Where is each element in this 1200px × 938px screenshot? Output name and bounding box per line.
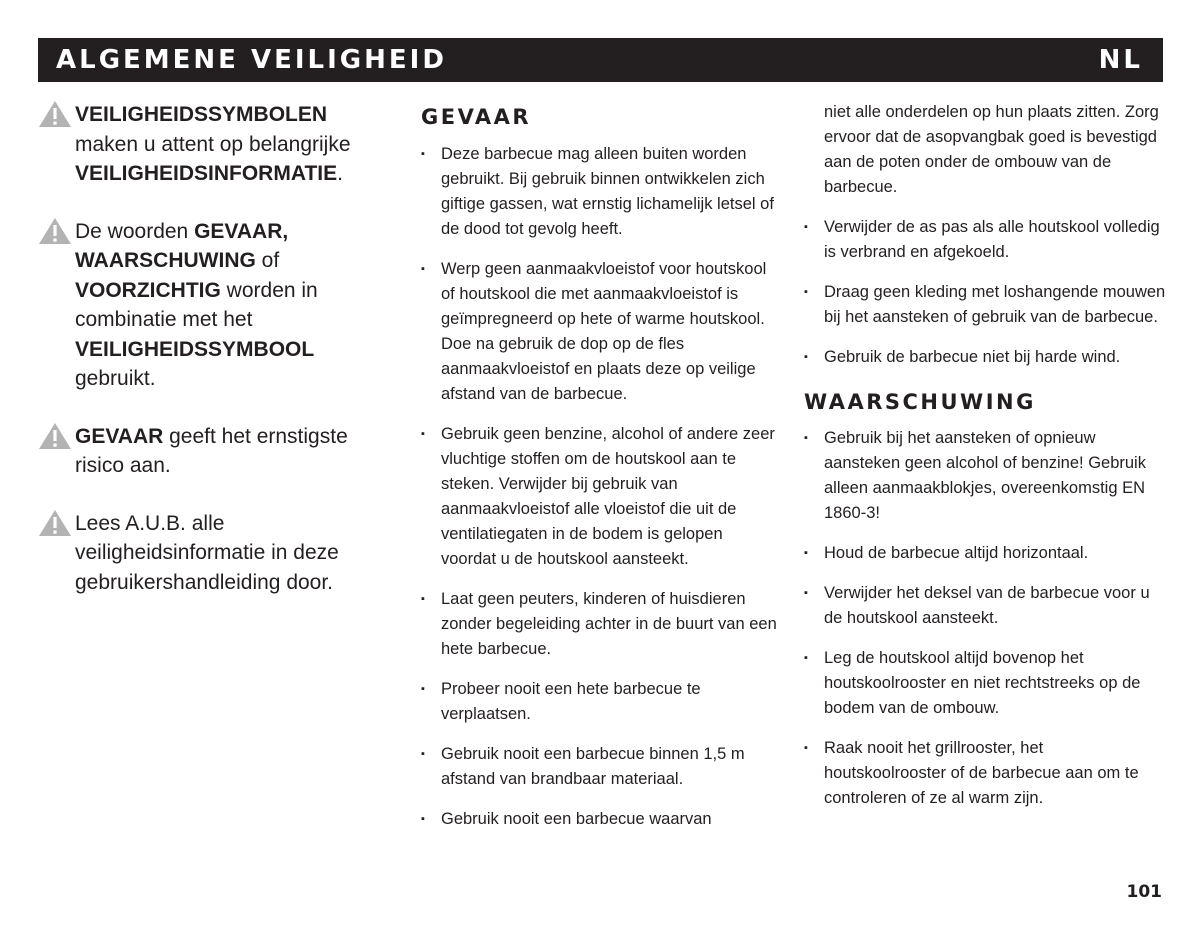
list-item: ▪ Probeer nooit een hete barbecue te verplaatsen. [421,677,781,727]
language-code: NL [1098,45,1143,75]
list-item: ▪ Gebruik nooit een barbecue waarvan [421,807,781,832]
section-header [38,38,1163,82]
danger-heading: GEVAAR [421,105,532,129]
list-item: ▪ Draag geen kleding met loshangende mouwen bij het aansteken of gebruik van de barbecue. [804,280,1166,330]
warning-heading: WAARSCHUWING [804,390,1036,414]
section-title: ALGEMENE VEILIGHEID [56,45,447,75]
note-danger: GEVAAR geeft het ernstigste risico aan. [38,422,378,481]
list-item: ▪ Werp geen aanmaakvloeistof voor houtskool of houtskool die met aanmaakvloeistof is geïmpregneerd op hete of warme houtskool. Doe na gebruik de dop op de fles aanmaakvloeistof en plaats deze op veilige afstand van de barbecue. [421,257,781,407]
list-item: ▪ Houd de barbecue altijd horizontaal. [804,541,1166,566]
warning-list [804,426,1166,811]
list-item: ▪ Gebruik geen benzine, alcohol of andere zeer vluchtige stoffen om de houtskool aan te steken. Verwijder bij gebruik van aanmaakvloeistof alle vloeistof die uit de ventilatiegaten in de bodem is gelopen voordat u de houtskool aansteekt. [421,422,781,572]
warning-triangle-icon [38,100,72,128]
danger-section [421,100,781,847]
list-item: ▪ Verwijder het deksel van de barbecue voor u de houtskool aansteekt. [804,581,1166,631]
list-item: ▪ Gebruik de barbecue niet bij harde wind. [804,345,1166,370]
warning-column [804,100,1166,826]
warning-triangle-icon [38,217,72,245]
list-item: ▪ Gebruik bij het aansteken of opnieuw aansteken geen alcohol of benzine! Gebruik alleen aanmaakblokjes, overeenkomstig EN 1860-3! [804,426,1166,526]
note-read-all: Lees A.U.B. alle veiligheidsinformatie in deze gebruikershandleiding door. [38,509,378,598]
danger-list-continued [804,215,1166,370]
list-item: ▪ Raak nooit het grillrooster, het houtskoolrooster of de barbecue aan om te controleren of ze al warm zijn. [804,736,1166,811]
page-number: 101 [1126,882,1162,902]
list-item-continuation: niet alle onderdelen op hun plaats zitten. Zorg ervoor dat de asopvangbak goed is bevestigd aan de poten onder de ombouw van de barbecue. [824,103,1159,196]
danger-list [421,142,781,832]
note-symbols: VEILIGHEIDSSYMBOLEN maken u attent op belangrijke VEILIGHEIDSINFORMATIE. [38,100,378,189]
warning-triangle-icon [38,422,72,450]
list-item: ▪ Laat geen peuters, kinderen of huisdieren zonder begeleiding achter in de buurt van een hete barbecue. [421,587,781,662]
warning-triangle-icon [38,509,72,537]
note-signal-words: De woorden GEVAAR, WAARSCHUWING of VOORZICHTIG worden in combinatie met het VEILIGHEIDSSYMBOOL gebruikt. [38,217,378,394]
list-item: ▪ Gebruik nooit een barbecue binnen 1,5 m afstand van brandbaar materiaal. [421,742,781,792]
list-item: ▪ Verwijder de as pas als alle houtskool volledig is verbrand en afgekoeld. [804,215,1166,265]
safety-symbol-notes [38,100,378,625]
list-item: ▪ Deze barbecue mag alleen buiten worden gebruikt. Bij gebruik binnen ontwikkelen zich giftige gassen, wat ernstig lichamelijk letsel of de dood tot gevolg heeft. [421,142,781,242]
list-item: ▪ Leg de houtskool altijd bovenop het houtskoolrooster en niet rechtstreeks op de bodem van de ombouw. [804,646,1166,721]
